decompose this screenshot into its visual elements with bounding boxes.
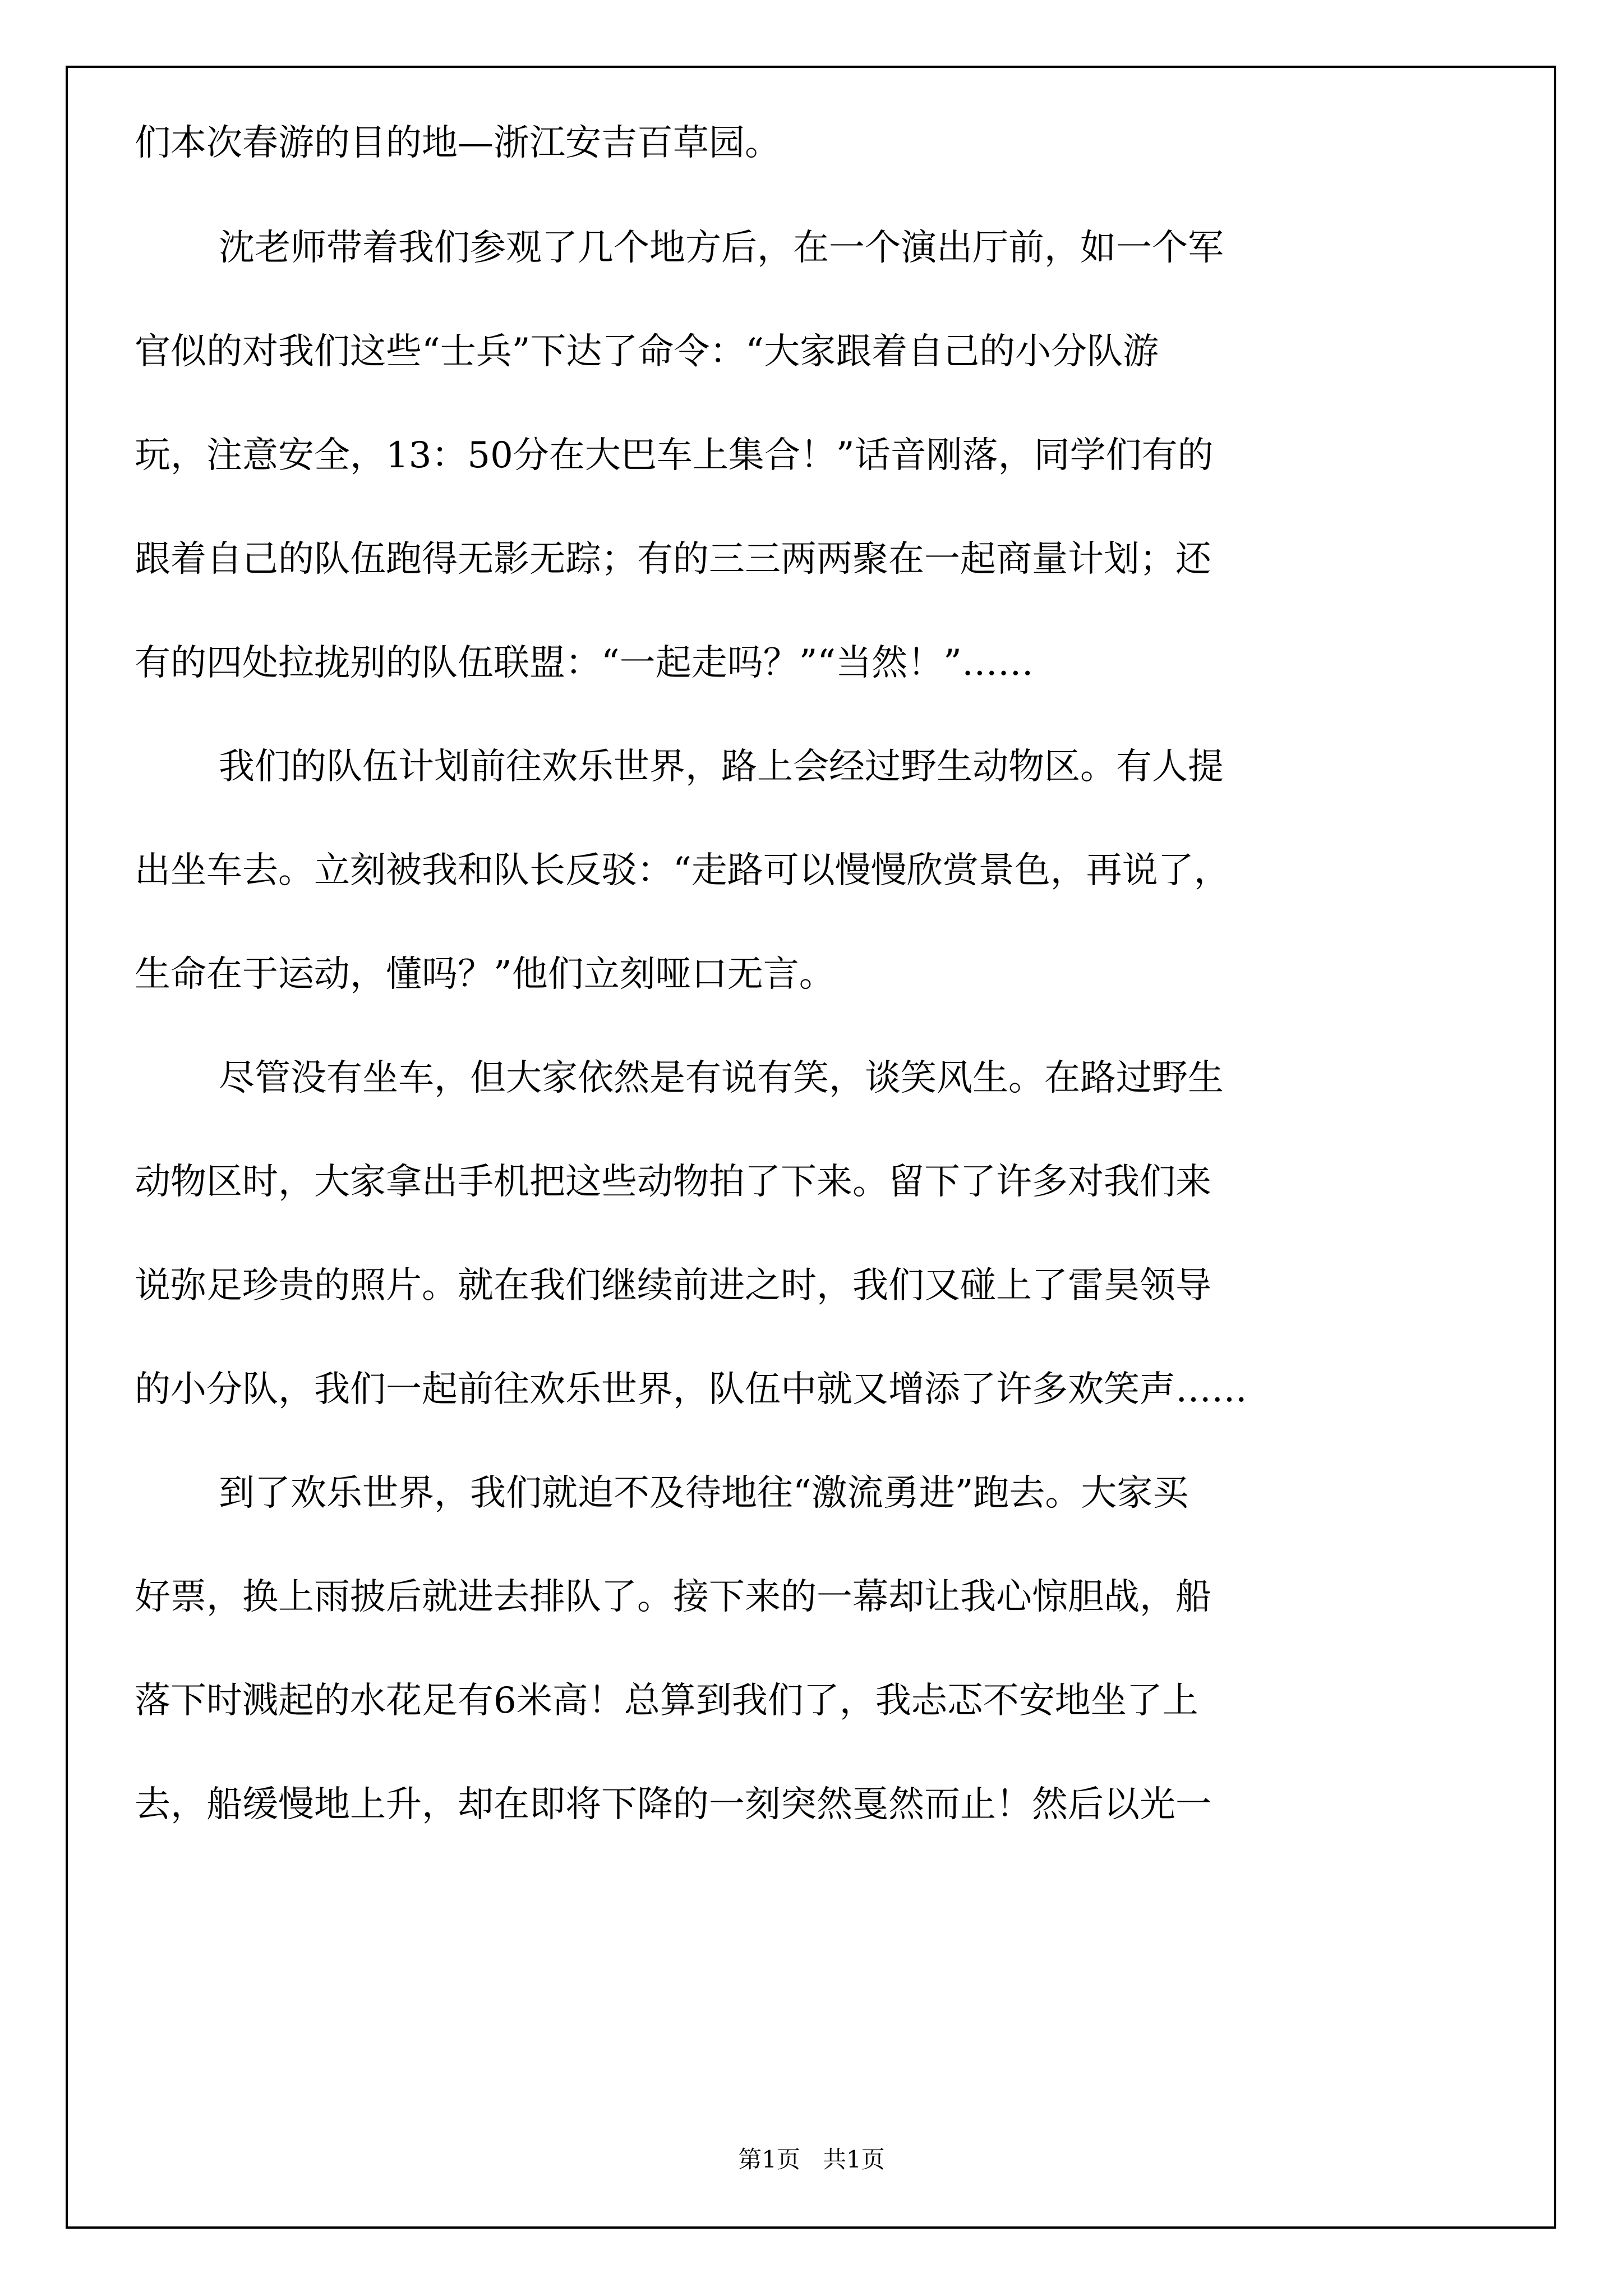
text-line: 的小分队，我们一起前往欢乐世界，队伍中就又增添了许多欢笑声…… [135,1369,1247,1410]
text-line: 我们的队伍计划前往欢乐世界，路上会经过野生动物区。有人提 [219,746,1224,788]
text-line: 到了欢乐世界，我们就迫不及待地往“激流勇进”跑去。大家买 [219,1473,1189,1514]
page-number-footer: 第1页 共1页 [738,2146,885,2173]
text-line: 动物区时，大家拿出手机把这些动物拍了下来。留下了许多对我们来 [135,1161,1211,1203]
text-line: 尽管没有坐车，但大家依然是有说有笑，谈笑风生。在路过野生 [219,1057,1224,1099]
text-line: 好票，换上雨披后就进去排队了。接下来的一幕却让我心惊胆战，船 [135,1576,1211,1618]
text-line: 落下时溅起的水花足有6米高！总算到我们了，我忐忑不安地坐了上 [135,1680,1198,1722]
text-line: 玩，注意安全，13：50分在大巴车上集合！”话音刚落，同学们有的 [135,435,1214,476]
text-line: 跟着自己的队伍跑得无影无踪；有的三三两两聚在一起商量计划；还 [135,539,1211,580]
text-line: 有的四处拉拢别的队伍联盟：“一起走吗？”“当然！”…… [135,642,1034,684]
text-line: 生命在于运动，懂吗？”他们立刻哑口无言。 [135,954,835,995]
page-border [66,66,1556,2229]
text-line: 说弥足珍贵的照片。就在我们继续前进之时，我们又碰上了雷昊领导 [135,1265,1211,1306]
text-line: 们本次春游的目的地—浙江安吉百草园。 [135,122,781,164]
text-line: 官似的对我们这些“士兵”下达了命令：“大家跟着自己的小分队游 [135,331,1159,372]
text-line: 沈老师带着我们参观了几个地方后，在一个演出厅前，如一个军 [219,227,1224,269]
text-line: 去，船缓慢地上升，却在即将下降的一刻突然戛然而止！然后以光一 [135,1784,1211,1825]
text-line: 出坐车去。立刻被我和队长反驳：“走路可以慢慢欣赏景色，再说了， [135,850,1230,891]
